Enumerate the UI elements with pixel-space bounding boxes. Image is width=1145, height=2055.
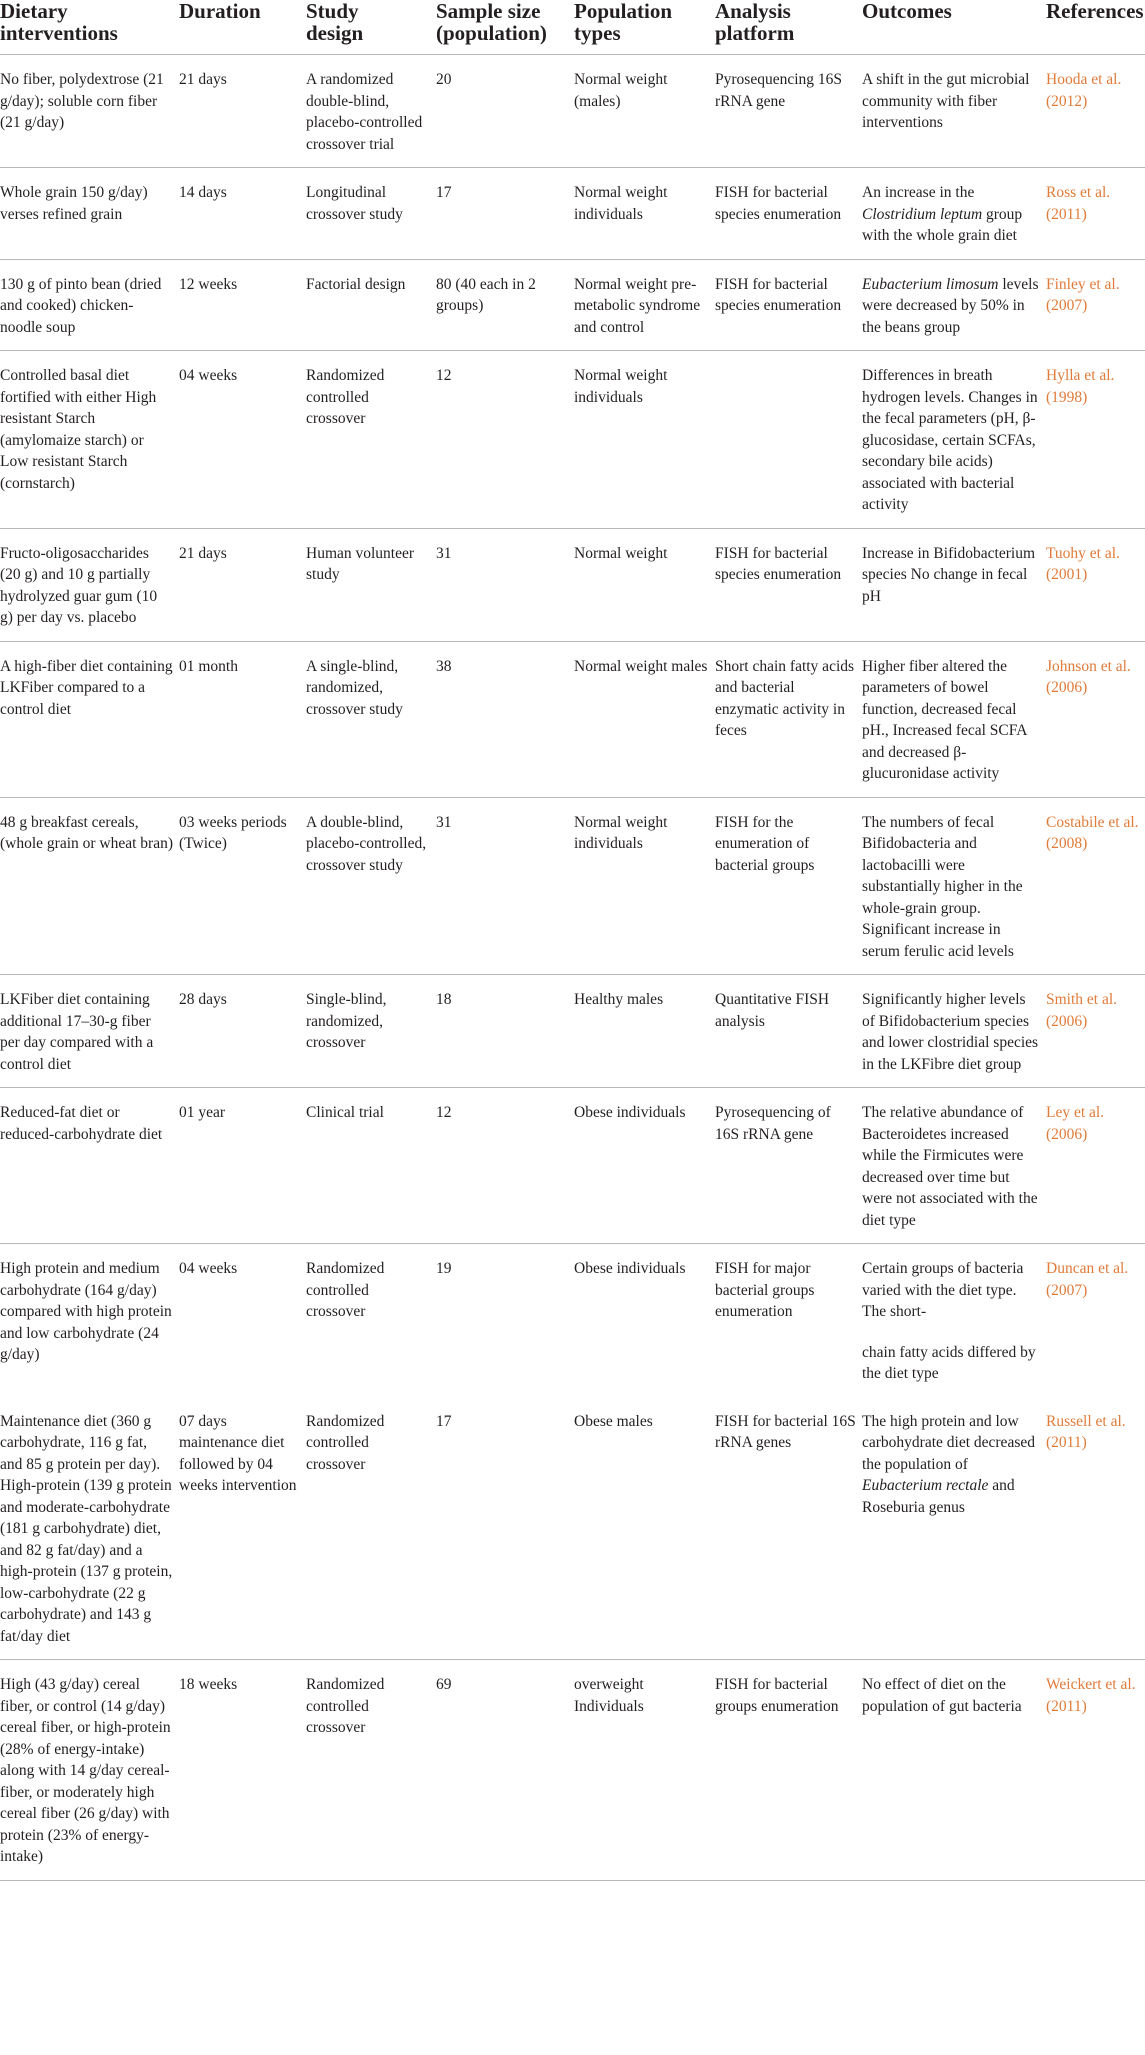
cell-study-design: Randomized controlled crossover: [306, 351, 436, 529]
table-row: [0, 1397, 1145, 1660]
cell-intervention: Maintenance diet (360 g carbohydrate, 116 g fat, and 85 g protein per day). High-protein (139 g protein and moderate-carbohydrate (181 g carbohydrate) diet, and 82 g fat/day) and a high-protein (137 g protein, low-carbohydrate (22 g carbohydrate) and 143 g fat/day diet: [0, 1412, 173, 1645]
cell-population-type: Healthy males: [574, 975, 715, 1088]
cell-analysis-platform: Pyrosequencing of 16S rRNA gene: [715, 1088, 862, 1244]
cell-duration: 01 year: [179, 1088, 306, 1244]
cell-population-type: Normal weight individuals: [574, 351, 715, 529]
cell-population-type: Normal weight pre-metabolic syndrome and control: [574, 259, 715, 351]
cell-intervention: LKFiber diet containing additional 17–30-g fiber per day compared with a control diet: [0, 975, 179, 1088]
cell-study-design: Clinical trial: [306, 1088, 436, 1244]
outcome-text: The high protein and low carbohydrate diet decreased the population of: [862, 1412, 1035, 1473]
cell-population-type: Normal weight males: [574, 641, 715, 797]
header-study-design: Study design: [306, 0, 364, 45]
cell-outcomes: [862, 259, 1046, 351]
cell-reference[interactable]: Costabile et al. (2008): [1046, 797, 1145, 975]
outcome-text: Higher fiber altered the parameters of bowel function, decreased fecal pH., Increased fecal SCFA and decreased β-glucuronidase activity: [862, 657, 1027, 782]
cell-duration: 01 month: [179, 641, 306, 797]
cell-sample-size: 20: [436, 55, 574, 168]
table-row: [0, 975, 1145, 1088]
table-row: [0, 528, 1145, 641]
cell-intervention: High (43 g/day) cereal fiber, or control (14 g/day) cereal fiber, or high-protein (28% of energy-intake) along with 14 g/day cereal-fiber, or moderately high cereal fiber (26 g/day) with protein (23% of energy-intake): [0, 1660, 179, 1881]
cell-reference[interactable]: Hooda et al. (2012): [1046, 55, 1145, 168]
outcome-text: chain fatty acids differed by the diet type: [862, 1343, 1036, 1382]
cell-sample-size: 31: [436, 797, 574, 975]
cell-study-design: Randomized controlled crossover: [306, 1660, 436, 1881]
outcome-text: Certain groups of bacteria varied with the diet type. The short-: [862, 1260, 1024, 1320]
header-dietary-interventions: Dietary interventions: [0, 0, 118, 45]
cell-outcomes: [862, 975, 1046, 1088]
cell-analysis-platform: FISH for bacterial species enumeration: [715, 528, 862, 641]
cell-study-design: Factorial design: [306, 259, 436, 351]
cell-outcomes: [862, 1088, 1046, 1244]
cell-sample-size: 80 (40 each in 2 groups): [436, 259, 574, 351]
outcome-text: Increase in Bifidobacterium species No change in fecal pH: [862, 544, 1036, 605]
cell-sample-size: 18: [436, 975, 574, 1088]
cell-study-design: Randomized controlled crossover: [306, 1412, 385, 1473]
cell-intervention: Reduced-fat diet or reduced-carbohydrate diet: [0, 1088, 179, 1244]
cell-analysis-platform: Short chain fatty acids and bacterial enzymatic activity in feces: [715, 641, 862, 797]
table-row: [0, 1088, 1145, 1244]
cell-sample-size: 17: [436, 168, 574, 260]
cell-sample-size: 38: [436, 641, 574, 797]
cell-duration: 04 weeks: [179, 351, 306, 529]
cell-intervention: A high-fiber diet containing LKFiber compared to a control diet: [0, 641, 179, 797]
header-population-types: Population types: [574, 0, 673, 45]
cell-study-design: A randomized double-blind, placebo-controlled crossover trial: [306, 55, 436, 168]
cell-sample-size: 31: [436, 528, 574, 641]
outcome-text: Differences in breath hydrogen levels. Changes in the fecal parameters (pH, β-glucosidase, certain SCFAs, secondary bile acids) associated with bacterial activity: [862, 367, 1038, 513]
cell-outcomes: [862, 1397, 1046, 1660]
cell-analysis-platform: FISH for bacterial 16S rRNA genes: [715, 1412, 856, 1451]
cell-reference[interactable]: Ley et al. (2006): [1046, 1088, 1145, 1244]
cell-outcomes: [862, 797, 1046, 975]
table-row: [0, 55, 1145, 168]
header-duration: Duration: [179, 0, 261, 23]
header-sample-size: Sample size (population): [436, 0, 547, 45]
cell-outcomes: [862, 351, 1046, 529]
cell-population-type: Obese males: [574, 1412, 653, 1430]
table-row: [0, 1244, 1145, 1397]
cell-duration: 03 weeks periods (Twice): [179, 797, 306, 975]
outcome-text: Significantly higher levels of Bifidobacterium species and lower clostridial species in the LKFibre diet group: [862, 991, 1039, 1073]
cell-reference[interactable]: Smith et al. (2006): [1046, 975, 1145, 1088]
cell-intervention: Fructo-oligosaccharides (20 g) and 10 g partially hydrolyzed guar gum (10 g) per day vs. placebo: [0, 528, 179, 641]
cell-analysis-platform: FISH for bacterial species enumeration: [715, 168, 862, 260]
table-row: [0, 259, 1145, 351]
outcome-text: levels were decreased by 50% in the beans group: [862, 275, 1039, 336]
cell-reference[interactable]: Weickert et al. (2011): [1046, 1660, 1145, 1881]
cell-outcomes: [862, 55, 1046, 168]
cell-study-design: Longitudinal crossover study: [306, 168, 436, 260]
table-row: [0, 797, 1145, 975]
table-row: [0, 168, 1145, 260]
outcome-text: An increase in the: [862, 184, 975, 201]
cell-analysis-platform: Quantitative FISH analysis: [715, 975, 862, 1088]
cell-population-type: Obese individuals: [574, 1088, 715, 1244]
cell-population-type: Normal weight individuals: [574, 168, 715, 260]
cell-duration: 04 weeks: [179, 1244, 306, 1397]
cell-duration: 21 days: [179, 528, 306, 641]
cell-reference[interactable]: Finley et al. (2007): [1046, 259, 1145, 351]
cell-study-design: Human volunteer study: [306, 528, 436, 641]
header-references: References: [1046, 0, 1144, 23]
cell-duration: 14 days: [179, 168, 306, 260]
cell-reference[interactable]: Ross et al. (2011): [1046, 168, 1145, 260]
outcome-taxon: Clostridium leptum: [862, 205, 983, 223]
cell-population-type: Obese individuals: [574, 1244, 715, 1397]
outcome-taxon: Eubacterium rectale: [862, 1477, 989, 1494]
cell-analysis-platform: FISH for bacterial species enumeration: [715, 259, 862, 351]
cell-duration: 07 days maintenance diet followed by 04 weeks intervention: [179, 1412, 297, 1494]
cell-study-design: Single-blind, randomized, crossover: [306, 975, 436, 1088]
cell-sample-size: 12: [436, 351, 574, 529]
cell-intervention: 130 g of pinto bean (dried and cooked) chicken-noodle soup: [0, 259, 179, 351]
cell-duration: 12 weeks: [179, 259, 306, 351]
cell-analysis-platform: FISH for the enumeration of bacterial groups: [715, 797, 862, 975]
header-analysis-platform: Analysis platform: [715, 0, 795, 45]
cell-study-design: A single-blind, randomized, crossover study: [306, 641, 436, 797]
cell-intervention: No fiber, polydextrose (21 g/day); soluble corn fiber (21 g/day): [0, 55, 179, 168]
cell-population-type: overweight Individuals: [574, 1660, 715, 1881]
outcome-text: No effect of diet on the population of gut bacteria: [862, 1676, 1022, 1715]
cell-sample-size: 12: [436, 1088, 574, 1244]
cell-study-design: Randomized controlled crossover: [306, 1244, 436, 1397]
cell-population-type: Normal weight (males): [574, 55, 715, 168]
table-row: [0, 641, 1145, 797]
cell-study-design: A double-blind, placebo-controlled, crossover study: [306, 797, 436, 975]
cell-sample-size: 69: [436, 1660, 574, 1881]
header-outcomes: Outcomes: [862, 0, 952, 23]
outcome-text: and Roseburia genus: [862, 1477, 1015, 1516]
cell-outcomes: [862, 1660, 1046, 1881]
cell-intervention: Controlled basal diet fortified with either High resistant Starch (amylomaize starch) or Low resistant Starch (cornstarch): [0, 351, 179, 529]
cell-reference[interactable]: Johnson et al. (2006): [1046, 641, 1145, 797]
cell-analysis-platform: [715, 351, 862, 529]
cell-reference[interactable]: Tuohy et al. (2001): [1046, 528, 1145, 641]
cell-outcomes: [862, 1244, 1046, 1397]
outcome-text: A shift in the gut microbial community with fiber interventions: [862, 71, 1030, 131]
cell-analysis-platform: FISH for major bacterial groups enumeration: [715, 1244, 862, 1397]
cell-duration: 28 days: [179, 975, 306, 1088]
cell-outcomes: [862, 641, 1046, 797]
cell-sample-size: 17: [436, 1412, 452, 1430]
outcome-taxon: Eubacterium limosum: [862, 275, 999, 293]
outcome-text: group with the whole grain diet: [862, 205, 1023, 244]
cell-analysis-platform: Pyrosequencing 16S rRNA gene: [715, 55, 862, 168]
cell-reference[interactable]: Russell et al. (2011): [1046, 1412, 1126, 1451]
cell-intervention: Whole grain 150 g/day) verses refined grain: [0, 168, 179, 260]
outcome-text: The relative abundance of Bacteroidetes increased while the Firmicutes were decreased over time but were not associated with the diet type: [862, 1104, 1038, 1229]
table-row: [0, 1660, 1145, 1881]
cell-reference[interactable]: Duncan et al. (2007): [1046, 1244, 1145, 1397]
table-row: [0, 351, 1145, 529]
cell-outcomes: [862, 528, 1046, 641]
cell-duration: 21 days: [179, 55, 306, 168]
cell-population-type: Normal weight: [574, 528, 715, 641]
cell-analysis-platform: FISH for bacterial groups enumeration: [715, 1660, 862, 1881]
cell-duration: 18 weeks: [179, 1660, 306, 1881]
table-body: [0, 55, 1145, 1881]
cell-intervention: 48 g breakfast cereals, (whole grain or wheat bran): [0, 797, 179, 975]
cell-outcomes: [862, 168, 1046, 260]
cell-sample-size: 19: [436, 1244, 574, 1397]
outcome-text: The numbers of fecal Bifidobacteria and lactobacilli were substantially higher in the whole-grain group. Significant increase in serum ferulic acid levels: [862, 813, 1023, 960]
cell-population-type: Normal weight individuals: [574, 797, 715, 975]
header-row: [0, 0, 1145, 55]
cell-reference[interactable]: Hylla et al. (1998): [1046, 351, 1145, 529]
cell-intervention: High protein and medium carbohydrate (164 g/day) compared with high protein and low carbohydrate (24 g/day): [0, 1244, 179, 1397]
